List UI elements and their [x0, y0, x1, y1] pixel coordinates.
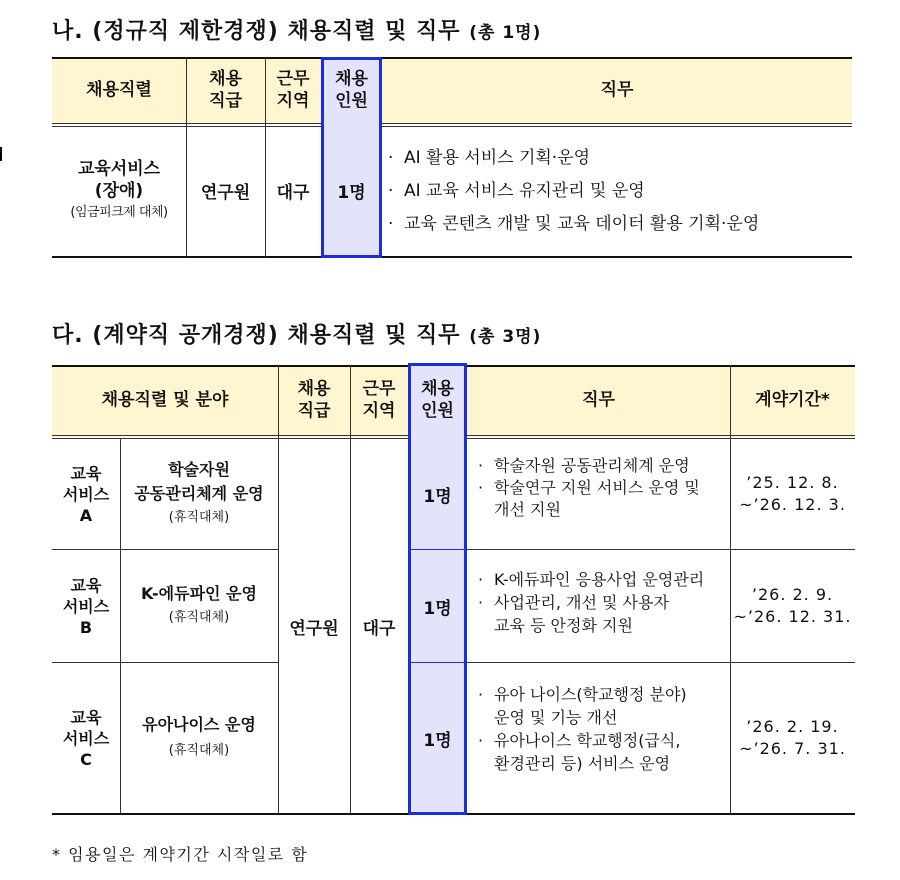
header-region: 근무 지역 — [276, 69, 310, 111]
row-c-category: 교육 서비스 C — [62, 707, 110, 769]
row-c-field: 유아나이스 운영 (휴직대체) — [142, 715, 256, 758]
section2-title — [52, 318, 541, 349]
table-regular — [52, 57, 852, 258]
shared-grade: 연구원 — [289, 618, 339, 639]
row-series: 교육서비스 (장애) (임금피크제 대체) — [70, 158, 168, 220]
header-count: 채용 인원 — [335, 69, 368, 111]
header-region: 근무 지역 — [362, 379, 396, 421]
row-region: 대구 — [276, 183, 310, 203]
shared-region: 대구 — [362, 618, 396, 639]
section1-title-main: 나. (정규직 제한경쟁) 채용직렬 및 직무 — [52, 19, 461, 44]
duty-item: · 유아 나이스(학교행정 분야) — [478, 683, 687, 706]
row-a-duties: · 학술자원 공동관리체계 운영 · 학술연구 지원 서비스 운영 및 개선 지원 — [478, 455, 700, 521]
row-c-period: ’26. 2. 19. ~’26. 7. 31. — [739, 717, 846, 758]
row-b-count: 1명 — [423, 598, 452, 619]
duty-item: · 사업관리, 개선 및 사용자 — [478, 591, 704, 614]
section1-title-count: (총 1명) — [469, 23, 542, 43]
duty-item: · 학술연구 지원 서비스 운영 및 — [478, 477, 700, 499]
row-b-duties: · K-에듀파인 응용사업 운영관리 · 사업관리, 개선 및 사용자 교육 등 안정화 지원 — [478, 568, 704, 637]
header-grade: 채용 직급 — [209, 69, 242, 111]
row-grade: 연구원 — [200, 183, 251, 203]
duty-item: · AI 교육 서비스 유지관리 및 운영 — [388, 175, 759, 208]
section2-title-main: 다. (계약직 공개경쟁) 채용직렬 및 직무 — [52, 323, 461, 348]
header-duty: 직무 — [600, 80, 634, 100]
row-a-field: 학술자원 공동관리체계 운영 (휴직대체) — [134, 460, 264, 525]
row-b-category: 교육 서비스 B — [62, 575, 110, 637]
duty-item: · 학술자원 공동관리체계 운영 — [478, 455, 700, 477]
row-c-duties: · 유아 나이스(학교행정 분야) 운영 및 기능 개선 · 유아나이스 학교행정(급식, 환경관리 등) 서비스 운영 — [478, 683, 687, 775]
header-period: 계약기간* — [755, 390, 830, 410]
footnote: * 임용일은 계약기간 시작일로 함 — [52, 845, 309, 864]
section1-title — [52, 14, 541, 45]
margin-mark — [0, 147, 2, 161]
header-series-field: 채용직렬 및 분야 — [101, 390, 229, 410]
header-series: 채용직렬 — [86, 80, 152, 100]
row-b-period: ’26. 2. 9. ~’26. 12. 31. — [733, 585, 852, 626]
duty-item: · 교육 콘텐츠 개발 및 교육 데이터 활용 기획·운영 — [388, 208, 759, 241]
row-c-count: 1명 — [423, 730, 452, 751]
row-duties — [388, 142, 759, 241]
header-duty: 직무 — [582, 390, 615, 410]
duty-item: · K-에듀파인 응용사업 운영관리 — [478, 568, 704, 591]
row-b-field: K-에듀파인 운영 (휴직대체) — [141, 584, 257, 625]
header-count: 채용 인원 — [421, 379, 454, 421]
section2-title-count: (총 3명) — [469, 327, 542, 347]
row-a-count: 1명 — [423, 486, 452, 507]
table-contract — [52, 365, 855, 815]
row-count: 1명 — [337, 183, 366, 203]
row-a-category: 교육 서비스 A — [62, 463, 110, 525]
duty-item: · AI 활용 서비스 기획·운영 — [388, 142, 759, 175]
row-a-period: ’25. 12. 8. ~’26. 12. 3. — [739, 473, 846, 514]
duty-item: · 유아나이스 학교행정(급식, — [478, 729, 687, 752]
header-grade: 채용 직급 — [297, 379, 331, 421]
